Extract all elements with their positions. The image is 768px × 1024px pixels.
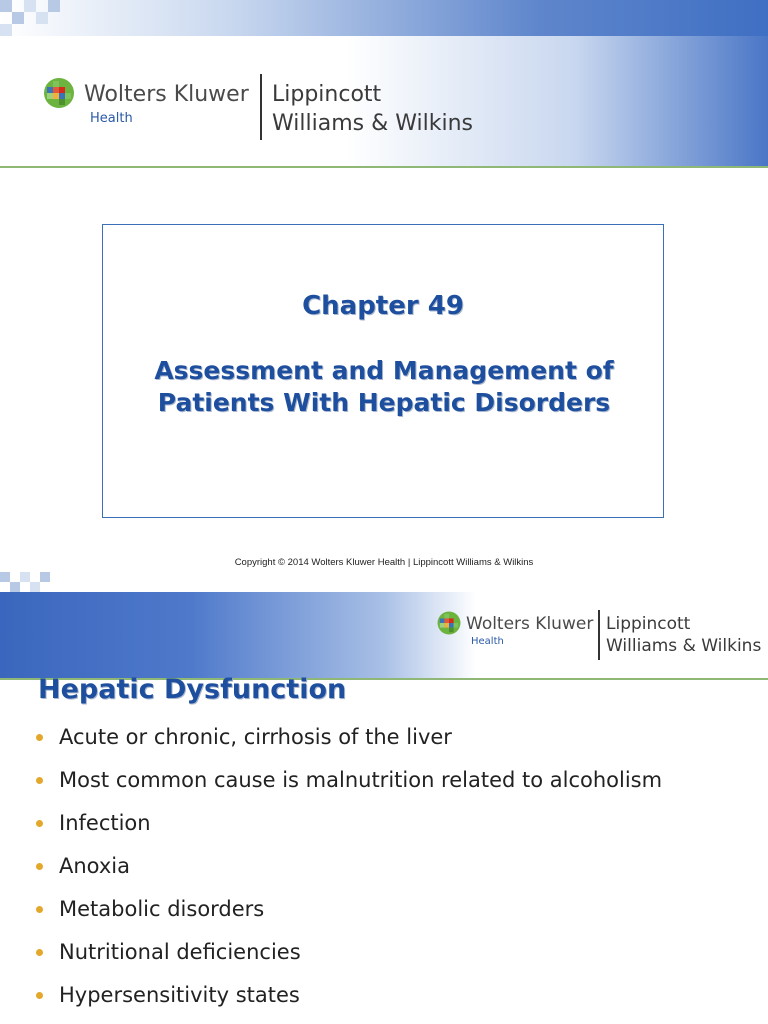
content-slide [0, 572, 768, 1024]
top-band [0, 0, 768, 36]
division-name: Health [90, 111, 133, 126]
header-divider [0, 166, 768, 168]
company-name: Wolters Kluwer [466, 614, 594, 634]
company-name: Wolters Kluwer [84, 82, 249, 107]
imprint-line2: Williams & Wilkins [606, 636, 762, 656]
chapter-number: Chapter 49 [302, 291, 464, 321]
bullet-icon [36, 777, 43, 784]
logo-divider [598, 610, 600, 660]
logo-header [0, 592, 768, 678]
bullet-icon [36, 906, 43, 913]
logo-divider [260, 74, 262, 140]
wolters-kluwer-logo-icon [436, 610, 462, 636]
title-box [102, 224, 664, 518]
list-item-text: Nutritional deficiencies [59, 940, 301, 964]
bullet-icon [36, 820, 43, 827]
imprint-line2: Williams & Wilkins [272, 111, 473, 136]
bullet-icon [36, 734, 43, 741]
imprint-line1: Lippincott [606, 614, 691, 634]
division-name: Health [471, 636, 504, 647]
list-item-text: Metabolic disorders [59, 897, 265, 921]
imprint-line1: Lippincott [272, 82, 382, 107]
list-item-text: Most common cause is malnutrition related to alcoholism [59, 768, 663, 792]
list-item-text: Anoxia [59, 854, 131, 878]
chapter-title: Assessment and Management of Patients With Hepatic Disorders [154, 356, 614, 417]
bullet-icon [36, 992, 43, 999]
list-item-text: Infection [59, 811, 151, 835]
list-item-text: Acute or chronic, cirrhosis of the liver [59, 725, 452, 749]
wolters-kluwer-logo-icon [42, 76, 76, 110]
slide-title: Hepatic Dysfunction [38, 674, 347, 705]
list-item-text: Hypersensitivity states [59, 983, 300, 1007]
bullet-icon [36, 949, 43, 956]
copyright-notice: Copyright © 2014 Wolters Kluwer Health | Lippincott Williams & Wilkins [234, 557, 534, 568]
bullet-icon [36, 863, 43, 870]
